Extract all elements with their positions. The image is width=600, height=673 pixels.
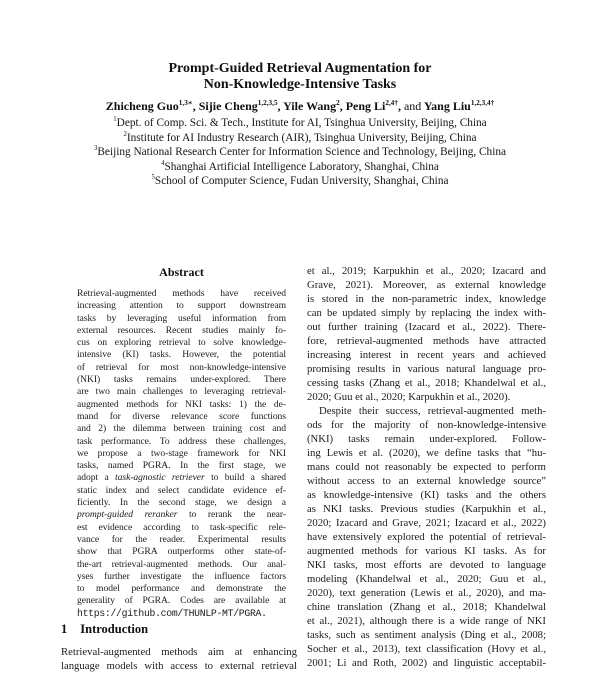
text-line: show that PGRA outperforms other state-of- xyxy=(77,546,286,558)
text-line: of retrieval for most non-knowledge-intensive xyxy=(77,361,286,373)
text-line: tasks, such as sentiment analysis (Ding et al., 2008; xyxy=(307,629,546,641)
text-line: et al., 2019; Karpukhin et al., 2020; Izacard and xyxy=(307,265,546,277)
text-line: NKI tasks, most efforts are devoted to language xyxy=(307,559,546,571)
abstract-body xyxy=(77,288,286,620)
repo-url-link[interactable]: https://github.com/THUNLP-MT/PGRA. xyxy=(77,607,267,619)
paragraph xyxy=(61,645,297,673)
text-line: out further training (Izacard et al., 2022). There- xyxy=(307,321,546,333)
text-line: (NKI) tasks remains under-explored. There xyxy=(77,374,286,386)
text-line: and 2) the dilemma between training cost and xyxy=(77,423,286,435)
text-line: Retrieval-augmented methods have received xyxy=(77,288,286,299)
text-line: cus on exploring retrieval to solve knowledge- xyxy=(77,337,286,349)
text-line: are two main challenges to leveraging retrieval- xyxy=(77,386,286,398)
text-line: have extensively explored the potential of retrieval- xyxy=(307,531,546,543)
text-line: Socher et al., 2013), text classification (Hovy et al., xyxy=(307,643,546,655)
text-line: ods for the majority of non-knowledge-intensive xyxy=(307,419,546,431)
text-line: vance for the reader. Experimental results xyxy=(77,533,286,545)
text-line: yses further investigate the influence factors xyxy=(77,570,286,582)
text-line: augmented methods for NKI tasks: 1) the de- xyxy=(77,398,286,410)
abstract-section xyxy=(61,266,297,620)
paragraph xyxy=(307,264,546,404)
text-line: promising results in various natural language pro- xyxy=(307,363,546,375)
text-line: 2001; Li and Roth, 2002) and linguistic acceptabil- xyxy=(307,657,546,669)
text-line: ing Lewis et al. (2020), we define tasks that “hu- xyxy=(307,447,546,459)
text-line: 2020), text generation (Lewis et al., 2020), and ma- xyxy=(307,587,546,599)
text-line: can be updated simply by replacing the index with- xyxy=(307,307,546,319)
author-line: Zhicheng Guo$^{1,3∗}$, Sijie Cheng$^{1,2,3,5}$, Yile Wang$^2$, Peng $Li^{2,4\dagger}$, and Yang Liu$^{1,2,3,4\dagger}$ xyxy=(105,99,495,113)
text-line: to model performance and demonstrate the xyxy=(77,583,286,595)
text-line: increasing attention to support downstream xyxy=(77,300,286,312)
section-number: 1 xyxy=(61,622,68,637)
text-line: augmented methods for various KI tasks. As for xyxy=(307,545,546,557)
introduction-body xyxy=(61,645,297,673)
text-line: intensive (KI) tasks. However, the potential xyxy=(77,349,286,361)
text-line: static index and select candidate evidence ef- xyxy=(77,484,286,496)
text-line: est evidence according to task-specific rele- xyxy=(77,521,286,533)
text-line: increasing interest in recent years and achieved xyxy=(307,349,546,361)
right-column-body xyxy=(307,264,546,670)
affiliations xyxy=(0,116,600,189)
paper-page xyxy=(0,61,600,673)
paper-title-line: Non-Knowledge-Intensive Tasks xyxy=(203,76,397,92)
section-heading-introduction xyxy=(61,622,297,636)
text-line: mans could not reasonably be expected to perform xyxy=(307,461,546,473)
text-line: ficiently. In the second stage, we design a xyxy=(77,497,286,509)
text-line: we propose a two-stage framework for NKI xyxy=(77,447,286,459)
paragraph xyxy=(307,404,546,670)
text-line: modeling (Khandelwal et al., 2020; Guu et al., xyxy=(307,573,546,585)
left-column xyxy=(61,264,297,673)
paper-header xyxy=(0,61,600,189)
text-line: mand for diverse relevance score functions xyxy=(77,410,286,422)
text-line: chine translation (Zhang et al., 2018; Khandelwal xyxy=(307,601,546,613)
section-title: Introduction xyxy=(80,622,149,637)
abstract-heading: Abstract xyxy=(159,265,204,279)
text-line: 2020; Guu et al., 2020; Karpukhin et al., 2020). xyxy=(307,391,511,403)
text-line: cessing tasks (Zhang et al., 2018; Khandelwal et al., xyxy=(307,377,546,389)
affiliation-line: $^4$Shanghai Artificial Intelligence Laboratory, Shanghai, China xyxy=(161,160,439,173)
text-line: Despite their success, retrieval-augmented meth- xyxy=(319,405,546,417)
text-line: as knowledge-intensive (KI) tasks and the others xyxy=(307,489,546,501)
text-line: the-art retrieval-augmented methods. Our anal- xyxy=(77,558,286,570)
right-column xyxy=(307,264,546,669)
paper-title xyxy=(0,61,600,92)
text-line: 2020; Izacard and Grave, 2021; Izacard et al., 2022) xyxy=(307,517,546,529)
paragraph xyxy=(77,288,286,620)
text-line: generality of PGRA. Codes are available at xyxy=(77,595,286,607)
text-line: et al., 2021), although there is a wide range of NKI xyxy=(307,615,546,627)
text-line: without access to an external knowledge source” xyxy=(307,475,546,487)
affiliation-line: $^3$Beijing National Research Center for Information Science and Technology, Beijing, China xyxy=(94,145,506,159)
text-line: is stored in the non-parametric index, knowledge xyxy=(307,293,546,305)
text-line: (NKI) tasks remain under-explored. Follow- xyxy=(307,433,546,445)
text-line: tasks, named PGRA. In the first stage, we xyxy=(77,460,286,472)
text-line: task performance. To address these challenges, xyxy=(77,435,286,447)
text-line: external resources. Recent studies mainly fo- xyxy=(77,324,286,336)
text-line: tasks by leveraging useful information from xyxy=(77,312,286,324)
paper-title-line: Prompt-Guided Retrieval Augmentation for xyxy=(168,61,432,76)
text-line: Grave, 2021). Moreover, as external knowledge xyxy=(307,279,546,291)
affiliation-line: $^1$Dept. of Comp. Sci. & Tech., Institute for AI, Tsinghua University, Beijing, China xyxy=(113,116,487,129)
text-line: adopt a task-agnostic retriever to build a shared xyxy=(77,472,286,484)
text-line: Retrieval-augmented methods aim at enhancing xyxy=(61,646,297,659)
text-line: prompt-guided reranker to rerank the near- xyxy=(77,509,286,521)
text-line: language models with access to external retrieval xyxy=(61,660,297,673)
text-line: fore, retrieval-augmented methods have attracted xyxy=(307,335,546,347)
affiliation-line: $^5$School of Computer Science, Fudan University, Shanghai, China xyxy=(151,174,449,188)
text-line: as NKI tasks. Previous studies (Karpukhin et al., xyxy=(307,503,546,515)
affiliation-line: $^2$Institute for AI Industry Research (AIR), Tsinghua University, Beijing, China xyxy=(123,130,477,144)
